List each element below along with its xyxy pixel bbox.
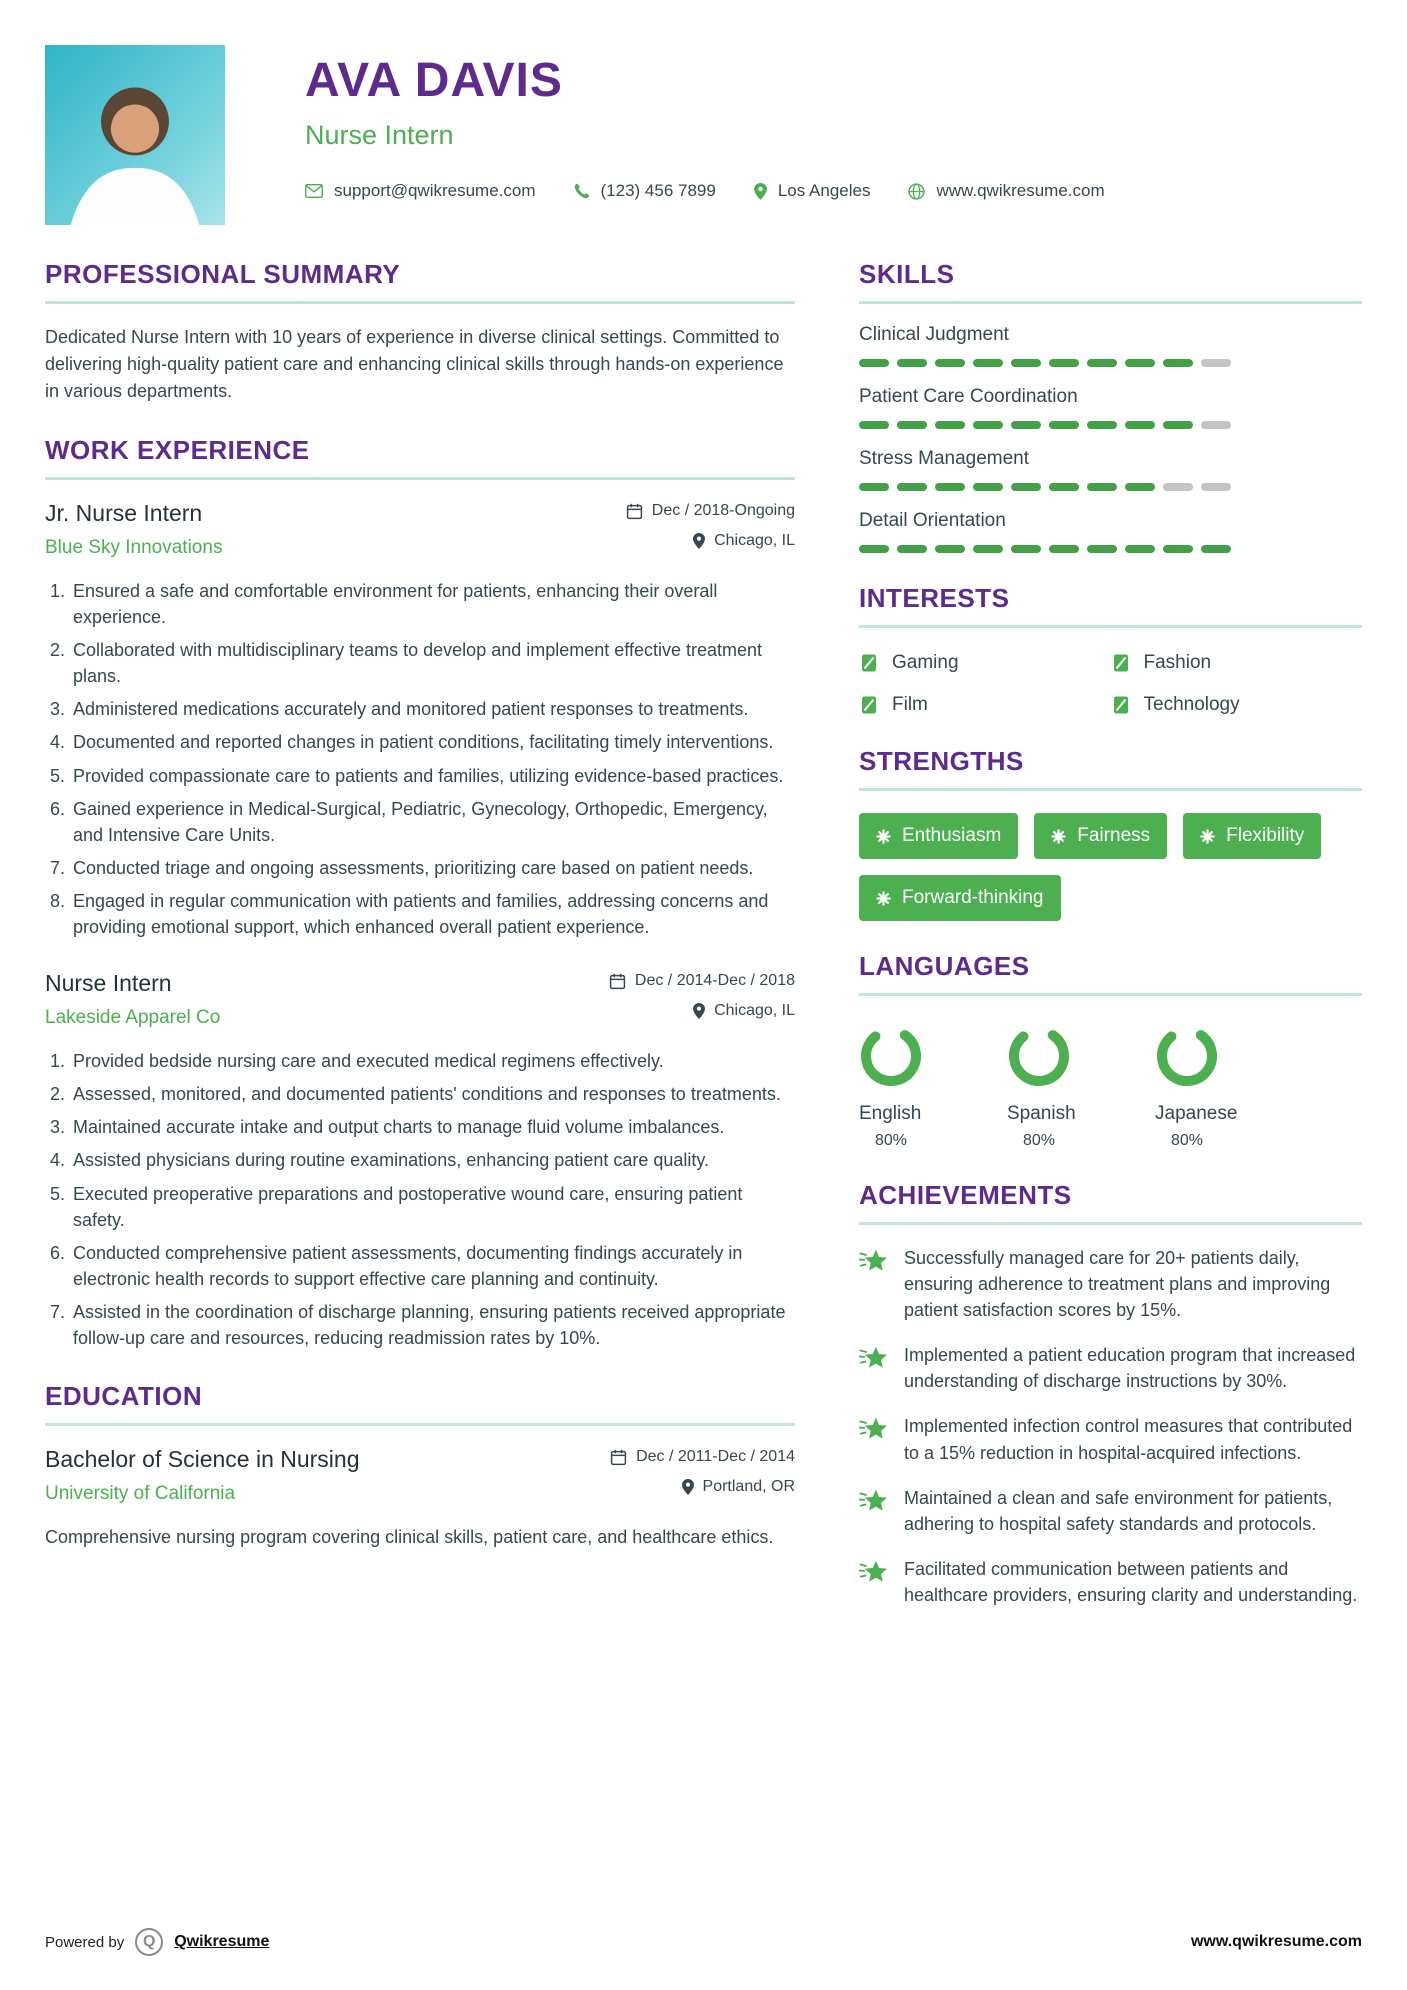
summary-text: Dedicated Nurse Intern with 10 years of experience in diverse clinical settings. Committed to delivering high-quality patient care and enhancing clinical skills through hands-on experience in various departments. [45, 327, 784, 401]
strength-badge [859, 875, 1061, 921]
achievement-item [859, 1245, 1362, 1323]
achievement-item [859, 1342, 1362, 1394]
book-icon [1111, 695, 1131, 715]
job-company: Blue Sky Innovations [45, 537, 223, 558]
job-bullet: 5. Provided compassionate care to patients and families, utilizing evidence-based practices. [70, 763, 795, 789]
job-bullets [45, 1048, 795, 1351]
skill-item [859, 510, 1362, 553]
interest-item [1111, 694, 1363, 716]
job-bullet: 4. Assisted physicians during routine examinations, enhancing patient care quality. [70, 1147, 795, 1173]
skill-bar [859, 545, 1362, 553]
skill-bar-segment [1125, 483, 1155, 491]
language-donut [859, 1024, 923, 1088]
language-donut-arc [1007, 1024, 1071, 1088]
book-icon [1111, 653, 1131, 673]
skill-bar-segment [1163, 359, 1193, 367]
achievement-text: Facilitated communication between patients and healthcare providers, ensuring clarity and understanding. [904, 1558, 1358, 1605]
achievement-icon-wrap [859, 1557, 889, 1608]
education-description: Comprehensive nursing program covering clinical skills, patient care, and healthcare ethics. [45, 1527, 774, 1548]
skill-bar [859, 421, 1362, 429]
shining-star-icon [859, 1486, 889, 1516]
job-bullet: 6. Gained experience in Medical-Surgical, Pediatric, Gynecology, Orthopedic, Emergency, and Intensive Care Units. [70, 796, 795, 848]
skill-bar-segment [973, 421, 1003, 429]
skill-bar-segment [1163, 545, 1193, 553]
job-dates: Dec / 2014-Dec / 2018 [634, 972, 795, 990]
calendar-icon [610, 1449, 627, 1466]
skill-bar-segment [1201, 483, 1231, 491]
language-name: English [859, 1103, 922, 1124]
section-summary [45, 259, 795, 405]
skill-bar-segment [935, 545, 965, 553]
job-bullet: 1. Provided bedside nursing care and executed medical regimens effectively. [70, 1048, 795, 1074]
language-donut-arc [1155, 1024, 1219, 1088]
skill-bar-segment [1049, 421, 1079, 429]
book-icon [859, 695, 879, 715]
contact-location [754, 181, 871, 201]
education-location-row [610, 1478, 795, 1496]
shining-star-icon [859, 1246, 889, 1276]
work-heading: WORK EXPERIENCE [45, 435, 795, 480]
skill-bar-segment [1125, 359, 1155, 367]
right-column [859, 245, 1362, 1627]
skill-bar-segment [1201, 421, 1231, 429]
job-bullet: 7. Conducted triage and ongoing assessments, prioritizing care based on patient needs. [70, 855, 795, 881]
skill-bar-segment [935, 483, 965, 491]
language-level: 80% [875, 1132, 908, 1149]
education-heading: EDUCATION [45, 1381, 795, 1426]
job-bullet: 7. Assisted in the coordination of discharge planning, ensuring patients received appropriate follow-up care and resources, reducing readmission rates by 10%. [70, 1299, 795, 1351]
left-column [45, 245, 795, 1581]
skill-bar-segment [897, 483, 927, 491]
resume-header [0, 0, 1407, 225]
achievement-icon-wrap [859, 1246, 889, 1323]
achievement-text: Maintained a clean and safe environment for patients, adhering to hospital safety standards and protocols. [904, 1487, 1333, 1534]
job-location: Chicago, IL [714, 532, 795, 549]
interest-label: Gaming [892, 652, 959, 673]
achievements-list [859, 1245, 1362, 1608]
language-name: Spanish [1007, 1103, 1076, 1124]
job-title: Nurse Intern [45, 970, 172, 997]
qwikresume-logo-icon: Q [135, 1928, 163, 1956]
skill-bar-segment [1049, 545, 1079, 553]
interest-item [859, 652, 1111, 674]
strength-label: Fairness [1077, 825, 1151, 846]
languages-list [859, 1016, 1362, 1150]
skill-bar-segment [859, 359, 889, 367]
strength-badge [1034, 813, 1167, 859]
sparkle-icon [1200, 829, 1215, 844]
education-degree: Bachelor of Science in Nursing [45, 1446, 360, 1473]
job-dates: Dec / 2018-Ongoing [651, 502, 795, 519]
strength-badge [859, 813, 1018, 859]
location-pin-icon [682, 1479, 694, 1495]
strength-label: Enthusiasm [902, 825, 1002, 846]
contact-email[interactable] [305, 181, 536, 201]
job-bullet: 8. Engaged in regular communication with patients and families, addressing concerns and providing emotional support, which enhanced overall patient experience. [70, 888, 795, 940]
strength-badge [1183, 813, 1321, 859]
header-info [305, 45, 1105, 225]
skill-bar-segment [1011, 359, 1041, 367]
strength-label: Flexibility [1226, 825, 1305, 846]
contact-email-text: support@qwikresume.com [334, 181, 536, 200]
contact-row [305, 181, 1105, 201]
education-dates-row [610, 1448, 795, 1466]
location-pin-icon [754, 183, 767, 200]
footer-branding [45, 1928, 269, 1956]
job-location-row [626, 532, 795, 550]
email-icon [305, 184, 323, 198]
skill-bar-segment [1087, 483, 1117, 491]
skill-bar-segment [859, 421, 889, 429]
achievement-item [859, 1485, 1362, 1537]
section-strengths [859, 746, 1362, 921]
skill-bar-segment [1049, 359, 1079, 367]
section-education [45, 1381, 795, 1551]
job-bullet: 2. Collaborated with multidisciplinary teams to develop and implement effective treatment plans. [70, 637, 795, 689]
candidate-name: AVA DAVIS [305, 54, 563, 107]
language-item [1007, 1024, 1103, 1150]
achievement-text: Implemented a patient education program that increased understanding of discharge instructions by 30%. [904, 1345, 1356, 1392]
skill-item [859, 324, 1362, 367]
skill-bar-segment [1011, 545, 1041, 553]
language-level: 80% [1023, 1132, 1056, 1149]
book-icon [859, 653, 879, 673]
skill-bar-segment [1201, 359, 1231, 367]
main-content [0, 225, 1407, 1627]
skill-item [859, 448, 1362, 491]
achievement-icon-wrap [859, 1414, 889, 1465]
language-name: Japanese [1155, 1103, 1238, 1124]
footer-website-link[interactable]: www.qwikresume.com [1190, 1933, 1362, 1950]
skill-bar-segment [1011, 421, 1041, 429]
strength-label: Forward-thinking [902, 887, 1044, 908]
location-pin-icon [693, 1003, 705, 1019]
job-company: Lakeside Apparel Co [45, 1007, 221, 1029]
achievement-item [859, 1556, 1362, 1608]
skill-bar-segment [859, 483, 889, 491]
calendar-icon [626, 503, 643, 520]
skill-bar-segment [1163, 483, 1193, 491]
phone-icon [574, 183, 590, 199]
profile-photo [45, 45, 225, 225]
sparkle-icon [876, 891, 891, 906]
job-bullet: 5. Executed preoperative preparations and postoperative wound care, ensuring patient safety. [70, 1181, 795, 1233]
powered-by-text: Powered by [45, 1933, 125, 1951]
education-location: Portland, OR [702, 1478, 795, 1496]
section-achievements [859, 1180, 1362, 1608]
skill-bar-segment [1049, 483, 1079, 491]
shining-star-icon [859, 1343, 889, 1373]
skills-list [859, 324, 1362, 553]
skill-bar [859, 483, 1362, 491]
interest-label: Fashion [1143, 652, 1212, 673]
language-level: 80% [1171, 1132, 1204, 1149]
section-interests [859, 583, 1362, 716]
contact-phone-text: (123) 456 7899 [600, 181, 716, 200]
language-item [1155, 1024, 1251, 1150]
calendar-icon [609, 973, 626, 990]
achievement-text: Successfully managed care for 20+ patients daily, ensuring adherence to treatment plans and improving patient satisfaction scores by 15%. [904, 1248, 1331, 1321]
job-bullet: 3. Administered medications accurately and monitored patient responses to treatments. [70, 696, 795, 722]
skill-bar-segment [897, 359, 927, 367]
language-donut [1155, 1024, 1219, 1088]
skill-bar-segment [859, 545, 889, 553]
sparkle-icon [1051, 829, 1066, 844]
summary-heading: PROFESSIONAL SUMMARY [45, 259, 795, 304]
skill-bar-segment [973, 545, 1003, 553]
shining-star-icon [859, 1414, 889, 1444]
skill-bar [859, 359, 1362, 367]
job-bullet: 2. Assessed, monitored, and documented patients' conditions and responses to treatments. [70, 1081, 795, 1107]
job-title: Jr. Nurse Intern [45, 500, 203, 526]
strengths-list [859, 811, 1362, 921]
work-jobs [45, 500, 795, 1351]
language-donut-arc [859, 1024, 923, 1088]
section-skills [859, 259, 1362, 553]
skill-bar-segment [973, 359, 1003, 367]
job-bullet: 1. Ensured a safe and comfortable environment for patients, enhancing their overall experience. [70, 578, 795, 630]
achievement-item [859, 1413, 1362, 1465]
job-bullets [45, 578, 795, 940]
skill-bar-segment [897, 421, 927, 429]
candidate-title: Nurse Intern [305, 120, 454, 150]
section-languages [859, 951, 1362, 1150]
interest-item [859, 694, 1111, 716]
shining-star-icon [859, 1557, 889, 1587]
skill-bar-segment [1125, 545, 1155, 553]
skill-bar-segment [1087, 545, 1117, 553]
contact-website[interactable] [908, 181, 1104, 201]
skill-name: Detail Orientation [859, 510, 1006, 531]
sparkle-icon [876, 829, 891, 844]
skill-name: Stress Management [859, 448, 1030, 469]
job-bullet: 4. Documented and reported changes in patient conditions, facilitating timely interventions. [70, 729, 795, 755]
skill-item [859, 386, 1362, 429]
job-bullet: 3. Maintained accurate intake and output charts to manage fluid volume imbalances. [70, 1114, 795, 1140]
strengths-heading: STRENGTHS [859, 746, 1362, 791]
skill-bar-segment [935, 421, 965, 429]
job-bullet: 6. Conducted comprehensive patient assessments, documenting findings accurately in electronic health records to support effective care planning and continuity. [70, 1240, 795, 1292]
qwikresume-brand-link[interactable]: Qwikresume [174, 1933, 270, 1950]
skill-bar-segment [1011, 483, 1041, 491]
language-item [859, 1024, 955, 1150]
globe-icon [908, 183, 925, 200]
achievements-heading: ACHIEVEMENTS [859, 1180, 1362, 1225]
skill-name: Patient Care Coordination [859, 386, 1078, 407]
skill-name: Clinical Judgment [859, 324, 1009, 345]
achievement-icon-wrap [859, 1343, 889, 1394]
interest-item [1111, 652, 1363, 674]
skill-bar-segment [935, 359, 965, 367]
job-location: Chicago, IL [714, 1002, 795, 1020]
contact-location-text: Los Angeles [777, 181, 871, 200]
job-location-row [609, 1002, 795, 1020]
skill-bar-segment [897, 545, 927, 553]
languages-heading: LANGUAGES [859, 951, 1362, 996]
person-silhouette-icon [45, 75, 225, 225]
interests-heading: INTERESTS [859, 583, 1362, 628]
job-entry [45, 970, 795, 1351]
contact-phone [574, 181, 716, 201]
location-pin-icon [693, 533, 705, 549]
job-dates-row [609, 972, 795, 990]
contact-website-text: www.qwikresume.com [936, 181, 1105, 200]
skill-bar-segment [1125, 421, 1155, 429]
interest-label: Film [892, 694, 928, 715]
achievement-text: Implemented infection control measures that contributed to a 15% reduction in hospital-acquired infections. [904, 1416, 1353, 1463]
skill-bar-segment [1201, 545, 1231, 553]
interest-label: Technology [1143, 694, 1240, 715]
interests-grid [859, 648, 1362, 716]
education-dates: Dec / 2011-Dec / 2014 [636, 1448, 795, 1466]
job-entry [45, 500, 795, 940]
job-dates-row [626, 502, 795, 520]
skill-bar-segment [1087, 421, 1117, 429]
skill-bar-segment [973, 483, 1003, 491]
language-donut [1007, 1024, 1071, 1088]
skill-bar-segment [1163, 421, 1193, 429]
skill-bar-segment [1087, 359, 1117, 367]
skills-heading: SKILLS [859, 259, 1362, 304]
achievement-icon-wrap [859, 1486, 889, 1537]
page-footer [45, 1928, 1362, 1956]
education-entry [45, 1446, 795, 1551]
education-school: University of California [45, 1483, 236, 1505]
section-work-experience [45, 435, 795, 1351]
